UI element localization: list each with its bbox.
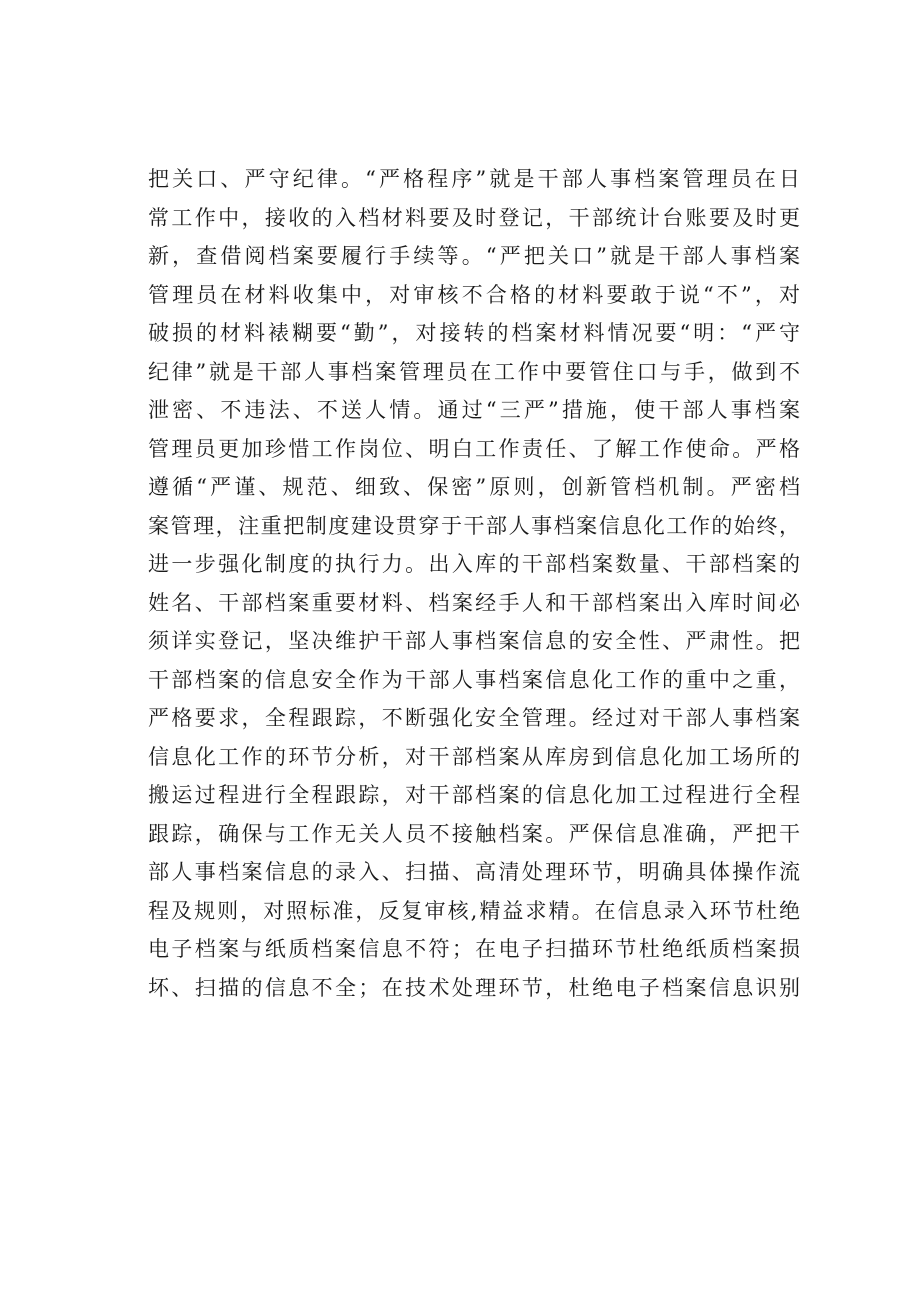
text-line: 泄密、不违法、不送人情。通过“三严”措施，使干部人事档案 — [148, 398, 800, 422]
text-line: 管理员在材料收集中，对审核不合格的材料要敢于说“不”，对 — [148, 282, 800, 307]
text-line: 程及规则，对照标准，反复审核,精益求精。在信息录入环节杜绝 — [148, 898, 800, 923]
text-line: 姓名、干部档案重要材料、档案经手人和干部档案出入库时间必 — [148, 590, 800, 615]
text-line: 常工作中，接收的入档材料要及时登记，干部统计台账要及时更 — [148, 205, 800, 230]
text-line: 破损的材料裱糊要“勤”，对接转的档案材料情况要“明：“严守 — [148, 321, 800, 345]
text-line: 信息化工作的环节分析，对干部档案从库房到信息化加工场所的 — [148, 744, 800, 769]
text-line: 管理员更加珍惜工作岗位、明白工作责任、了解工作使命。严格 — [148, 436, 800, 461]
text-line: 新，查借阅档案要履行手续等。“严把关口”就是干部人事档案 — [148, 244, 800, 268]
text-line: 遵循“严谨、规范、细致、保密”原则，创新管档机制。严密档 — [148, 475, 800, 499]
text-line: 把关口、严守纪律。“严格程序”就是干部人事档案管理员在日 — [148, 167, 800, 191]
text-line: 部人事档案信息的录入、扫描、高清处理环节，明确具体操作流 — [148, 860, 800, 884]
text-line: 纪律”就是干部人事档案管理员在工作中要管住口与手，做到不 — [148, 359, 800, 384]
text-line: 须详实登记，坚决维护干部人事档案信息的安全性、严肃性。把 — [148, 629, 800, 653]
text-line: 跟踪，确保与工作无关人员不接触档案。严保信息准确，严把干 — [148, 821, 800, 846]
text-line: 严格要求，全程跟踪，不断强化安全管理。经过对干部人事档案 — [148, 706, 800, 730]
text-line: 搬运过程进行全程跟踪，对干部档案的信息化加工过程进行全程 — [148, 783, 800, 807]
text-line: 干部档案的信息安全作为干部人事档案信息化工作的重中之重， — [148, 667, 800, 692]
text-line: 案管理，注重把制度建设贯穿于干部人事档案信息化工作的始终， — [148, 513, 800, 538]
text-line: 坏、扫描的信息不全；在技术处理环节，杜绝电子档案信息识别 — [148, 975, 800, 1000]
body-text — [148, 160, 800, 1007]
text-line: 进一步强化制度的执行力。出入库的干部档案数量、干部档案的 — [148, 552, 800, 576]
text-line: 电子档案与纸质档案信息不符；在电子扫描环节杜绝纸质档案损 — [148, 937, 800, 961]
